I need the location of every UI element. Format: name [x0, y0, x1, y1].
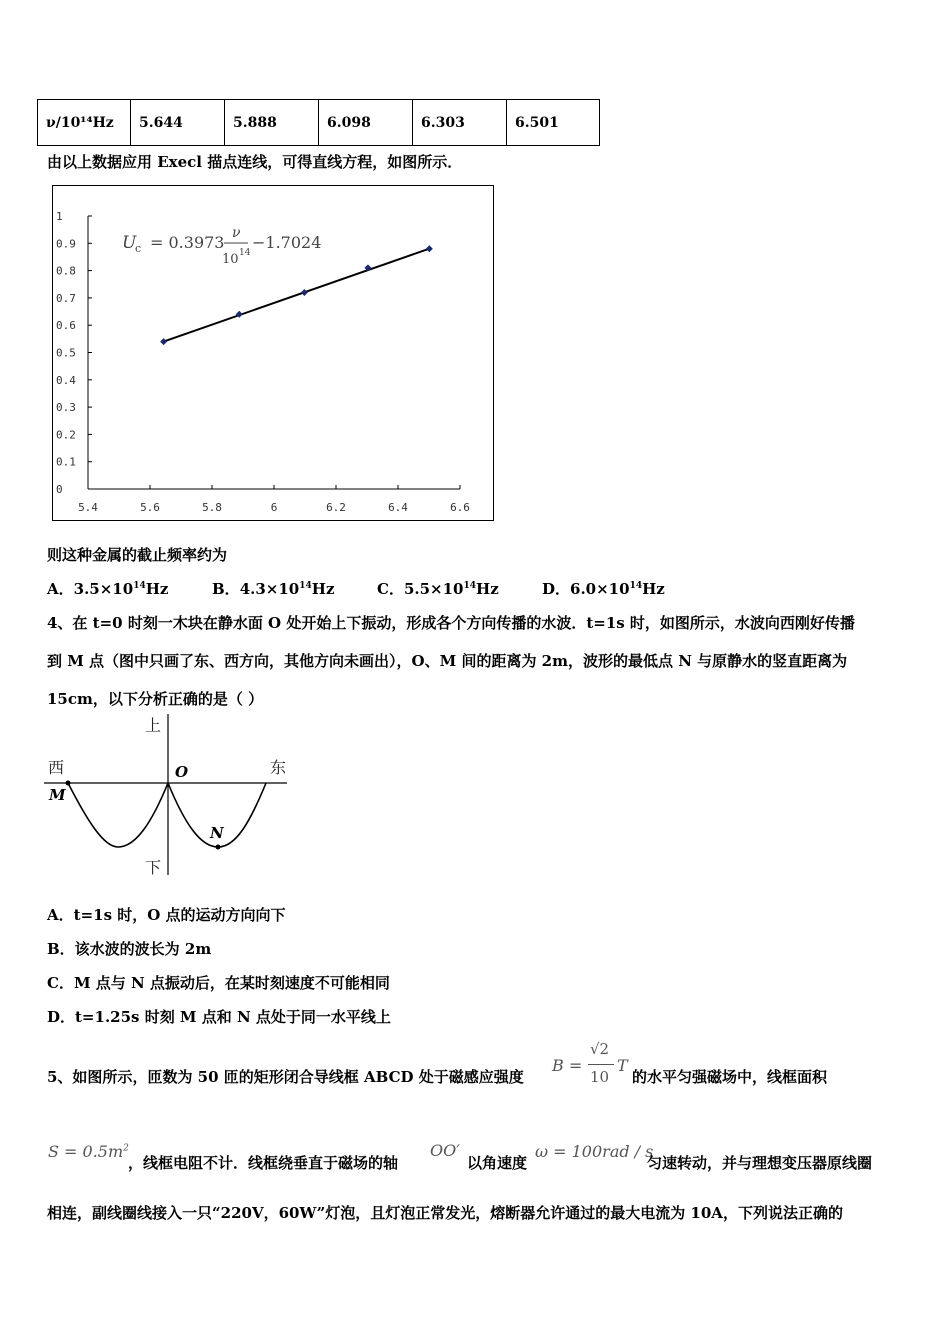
point-m-dot — [66, 781, 71, 786]
q5-line-2a: ，线框电阻不计．线框绕垂直于磁场的轴 — [128, 1154, 399, 1172]
y-tick-label: 0.4 — [56, 373, 76, 387]
table-header-cell: ν/10¹⁴Hz — [38, 100, 131, 146]
q5-line-3: 相连，副线圈线接入一只“220V，60W”灯泡，且灯泡正常发光，熔断器允许通过的最大电流为 10A，下列说法正确的 — [47, 1204, 843, 1222]
q5-line-2b: 以角速度 — [467, 1154, 528, 1172]
x-tick-label: 6.2 — [326, 501, 346, 514]
y-tick-label: 0.5 — [56, 346, 76, 360]
y-tick-label: 1 — [56, 210, 63, 223]
option-value: 4.3×10 — [239, 580, 300, 598]
x-tick-label: 6 — [270, 501, 278, 514]
q4-line-3: 15cm，以下分析正确的是（ ） — [47, 690, 264, 708]
axis-label: OO′ — [430, 1141, 460, 1160]
equation-lhs: U — [122, 233, 137, 253]
y-tick-label: 0.6 — [56, 319, 76, 333]
label-origin: O — [175, 763, 189, 781]
omega-formula: ω = 100rad / s — [535, 1142, 654, 1161]
option-value: 5.5×10 — [403, 580, 464, 598]
table-cell: 6.098 — [319, 100, 413, 146]
option-unit: Hz — [476, 580, 499, 598]
table-cell: 6.501 — [507, 100, 600, 146]
s-formula-sup: 2 — [123, 1143, 129, 1154]
option-unit: Hz — [311, 580, 335, 598]
q5-line-2c: 匀速转动，并与理想变压器原线圈 — [647, 1154, 873, 1172]
x-tick-label: 5.4 — [78, 501, 98, 514]
q4-option-d[interactable]: D．t=1.25s 时刻 M 点和 N 点处于同一水平线上 — [47, 1008, 391, 1026]
option-letter: C． — [377, 580, 404, 598]
label-n: N — [210, 824, 224, 842]
q5-line-1b: 的水平匀强磁场中，线框面积 — [632, 1068, 828, 1086]
table-row — [38, 100, 600, 146]
option-value: 3.5×10 — [73, 580, 134, 598]
b-formula-lhs: B = — [552, 1056, 583, 1075]
x-tick-label: 5.8 — [202, 501, 222, 514]
equation-frac-den: 10 — [222, 252, 239, 267]
q3-option-a[interactable] — [47, 578, 168, 599]
label-m: M — [49, 786, 66, 804]
q5-line-1a: 5、如图所示，匝数为 50 匝的矩形闭合导线框 ABCD 处于磁感应强度 — [47, 1068, 524, 1086]
y-tick-label: 0 — [56, 483, 63, 496]
q3-question: 则这种金属的截止频率约为 — [47, 546, 228, 564]
equation-frac-den-sup: 14 — [239, 248, 251, 258]
option-value: 6.0×10 — [570, 580, 630, 598]
equation-tail: −1.7024 — [252, 233, 322, 252]
q4-option-a[interactable]: A．t=1s 时，O 点的运动方向向下 — [47, 906, 286, 924]
q4-option-c[interactable]: C．M 点与 N 点振动后，在某时刻速度不可能相同 — [47, 974, 390, 992]
equation-coef: = 0.3973 — [150, 233, 225, 252]
b-formula-num: √2 — [590, 1040, 610, 1058]
b-formula-den: 10 — [590, 1068, 610, 1086]
option-sup: 14 — [133, 581, 146, 591]
option-unit: Hz — [145, 580, 169, 598]
label-down: 下 — [145, 858, 162, 877]
y-tick-label: 0.3 — [56, 401, 76, 415]
s-formula — [48, 1142, 129, 1161]
x-tick-label: 6.6 — [450, 501, 470, 514]
label-west: 西 — [48, 758, 65, 777]
b-formula-bar — [588, 1064, 614, 1065]
label-east: 东 — [270, 758, 287, 777]
table-cell: 5.644 — [131, 100, 225, 146]
q4-option-b[interactable]: B．该水波的波长为 2m — [47, 940, 212, 958]
option-letter: D． — [542, 580, 571, 598]
west-wave-trough — [68, 783, 168, 847]
q3-option-d[interactable] — [542, 578, 665, 599]
q4-line-1: 4、在 t=0 时刻一木块在静水面 O 处开始上下振动，形成各个方向传播的水波．t=1s 时，如图所示，水波向西刚好传播 — [47, 614, 855, 632]
label-up: 上 — [145, 716, 162, 735]
x-tick-label: 6.4 — [388, 501, 408, 514]
y-tick-label: 0.1 — [56, 455, 76, 469]
y-tick-label: 0.8 — [56, 264, 76, 278]
x-tick-label: 5.6 — [140, 501, 160, 514]
q3-option-b[interactable] — [212, 578, 334, 599]
s-formula-text: S = 0.5m — [48, 1142, 124, 1161]
option-letter: A． — [47, 580, 74, 598]
y-tick-label: 0.7 — [56, 291, 76, 305]
q3-option-c[interactable] — [377, 578, 499, 599]
table-cell: 5.888 — [225, 100, 319, 146]
option-sup: 14 — [299, 581, 312, 591]
intro-line: 由以上数据应用 Execl 描点连线，可得直线方程，如图所示． — [47, 153, 463, 171]
frequency-table — [37, 99, 600, 146]
wave-diagram — [44, 712, 294, 880]
option-unit: Hz — [642, 580, 665, 598]
b-formula-unit: T — [617, 1056, 628, 1075]
option-sup: 14 — [629, 581, 643, 591]
equation-frac-num: ν — [232, 225, 241, 241]
q4-line-2: 到 M 点（图中只画了东、西方向，其他方向未画出），O、M 间的距离为 2m，波形的最低点 N 与原静水的竖直距离为 — [47, 652, 848, 670]
scatter-chart — [52, 185, 494, 521]
y-tick-label: 0.9 — [56, 237, 76, 251]
y-tick-label: 0.2 — [56, 428, 76, 442]
option-sup: 14 — [463, 581, 477, 591]
option-letter: B． — [212, 580, 240, 598]
equation-lhs-sub: c — [135, 242, 142, 255]
table-cell: 6.303 — [413, 100, 507, 146]
point-n-dot — [216, 845, 221, 850]
